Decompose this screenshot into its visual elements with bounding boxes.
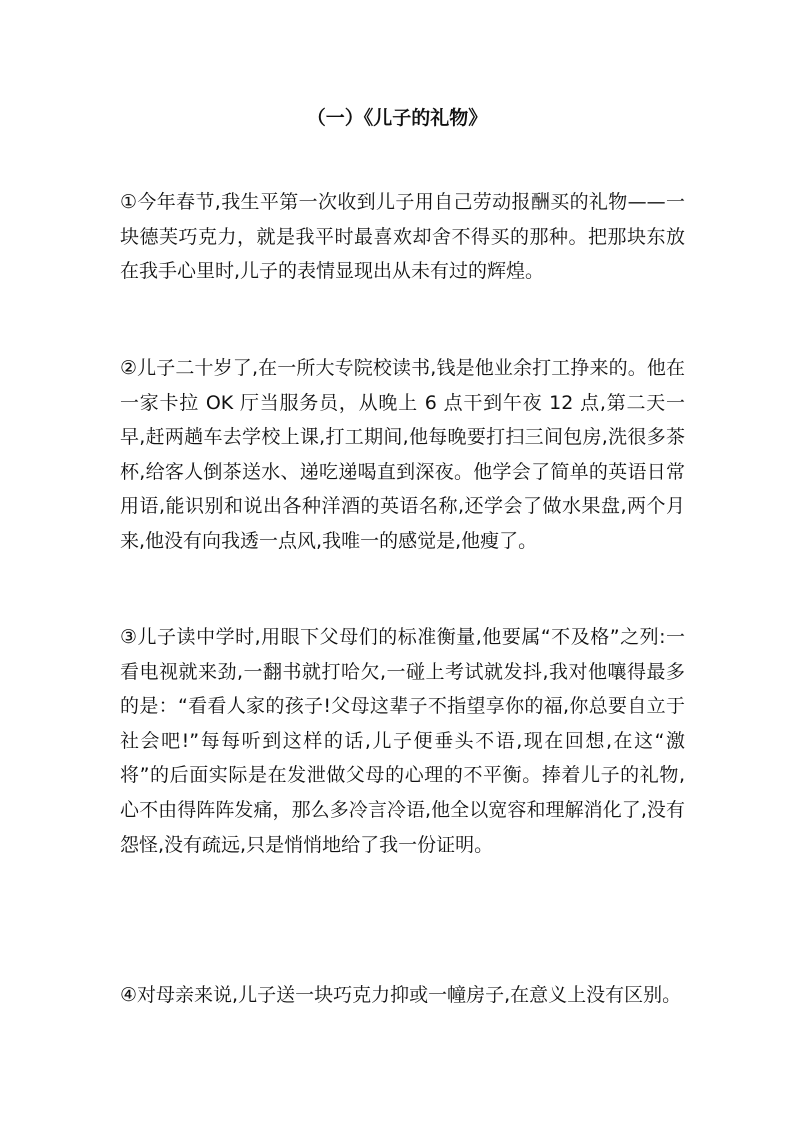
- page-title: （一）《儿子的礼物》: [306, 107, 488, 129]
- paragraph-1: ①今年春节,我生平第一次收到儿子用自己劳动报酬买的礼物——一块德芙巧克力，就是我平时最喜欢却舍不得买的那种。把那块东放在我手心里时,儿子的表情显现出从未有过的辉煌。: [120, 191, 685, 283]
- paragraph-2: ②儿子二十岁了,在一所大专院校读书,钱是他业余打工挣来的。他在一家卡拉 OK 厅当服务员，从晚上 6 点干到午夜 12 点,第二天一早,赶两趟车去学校上课,打工期间,他每晚要打扫三间包房,洗很多茶杯,给客人倒茶送水、递吃递喝直到深夜。他学会了简单的英语日常用语,能识别和说出各种洋酒的英语名称,还学会了做水果盘,两个月来,他没有向我透一点风,我唯一的感觉是,他瘦了。: [120, 357, 685, 552]
- paragraph-3: ③儿子读中学时,用眼下父母们的标准衡量,他要属“不及格”之列:一看电视就来劲,一翻书就打哈欠,一碰上考试就发抖,我对他嚷得最多的是：“看看人家的孩子!父母这辈子不指望享你的福,你总要自立于社会吧!”每每听到这样的话,儿子便垂头不语,现在回想,在这“激将”的后面实际是在发泄做父母的心理的不平衡。捧着儿子的礼物,心不由得阵阵发痛，那么多冷言冷语,他全以宽容和理解消化了,没有怨怪,没有疏远,只是悄悄地给了我一份证明。: [120, 626, 685, 856]
- paragraph-4: ④对母亲来说,儿子送一块巧克力抑或一幢房子,在意义上没有区别。: [120, 984, 682, 1006]
